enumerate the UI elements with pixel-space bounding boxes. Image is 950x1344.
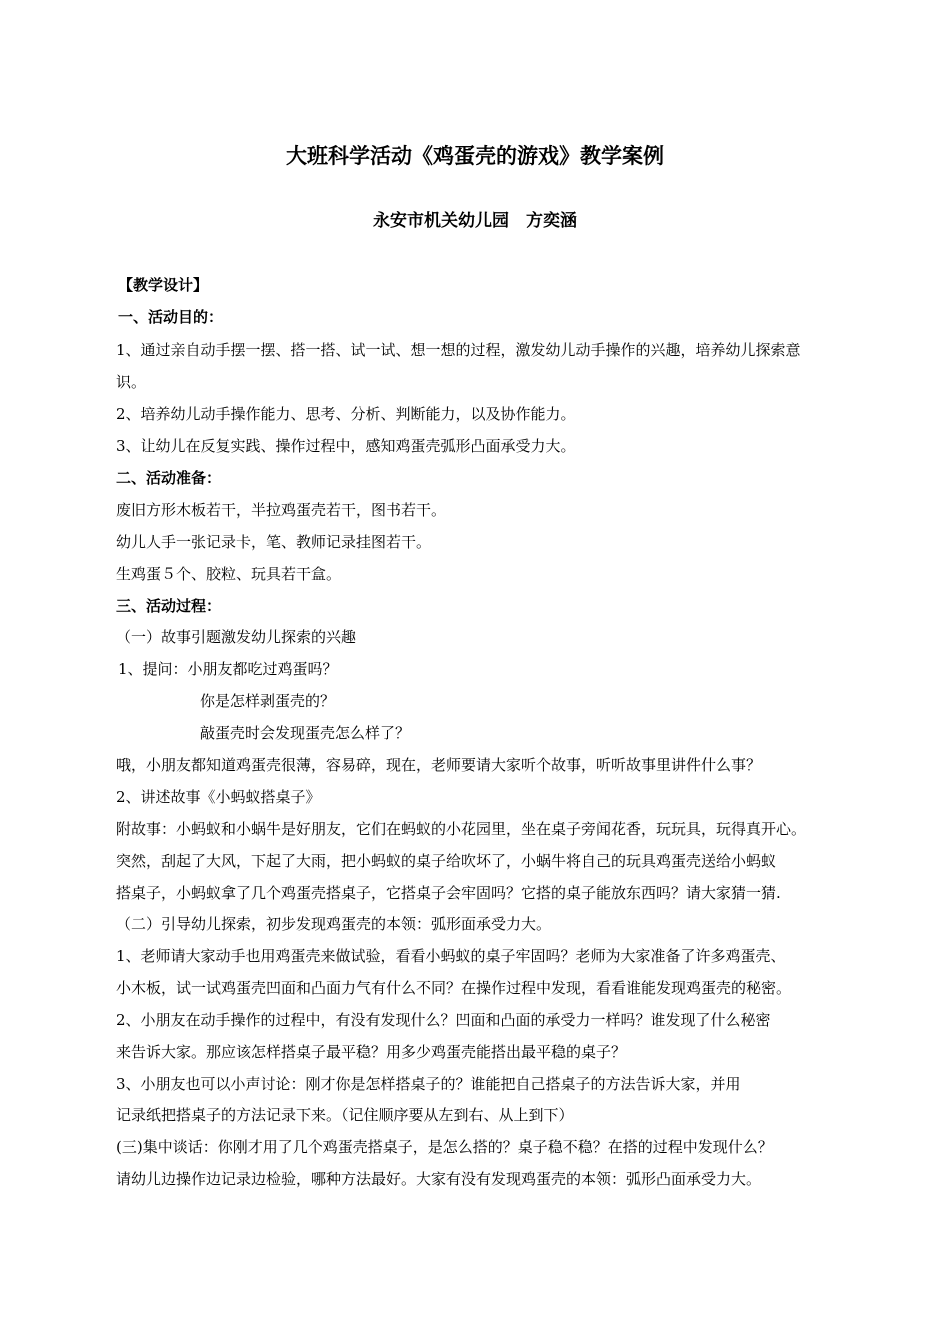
paragraph-line: 3、让幼儿在反复实践、操作过程中，感知鸡蛋壳弧形凸面承受力大。: [116, 437, 576, 455]
paragraph-line: 来告诉大家。那应该怎样搭桌子最平稳？用多少鸡蛋壳能搭出最平稳的桌子？: [116, 1043, 627, 1061]
document-title: 大班科学活动《鸡蛋壳的游戏》教学案例: [286, 143, 664, 168]
paragraph-line: 搭桌子，小蚂蚁拿了几个鸡蛋壳搭桌子，它搭桌子会牢固吗？它搭的桌子能放东西吗？请大家猜一猜.: [116, 884, 781, 902]
paragraph-line: 幼儿人手一张记录卡，笔、教师记录挂图若干。: [116, 533, 432, 551]
paragraph-line: 哦，小朋友都知道鸡蛋壳很薄，容易碎，现在，老师要请大家听个故事，听听故事里讲件什么事？: [116, 756, 762, 774]
paragraph-line: 2、讲述故事《小蚂蚁搭桌子》: [116, 788, 321, 806]
paragraph-line: 2、小朋友在动手操作的过程中，有没有发现什么？凹面和凸面的承受力一样吗？谁发现了什么秘密: [116, 1011, 771, 1029]
paragraph-line: （二）引导幼儿探索，初步发现鸡蛋壳的本领：弧形面承受力大。: [116, 915, 552, 933]
paragraph-line: 1、老师请大家动手也用鸡蛋壳来做试验，看看小蚂蚁的桌子牢固吗？老师为大家准备了许多鸡蛋壳、: [116, 947, 786, 965]
paragraph-line: 3、小朋友也可以小声讨论：刚才你是怎样搭桌子的？谁能把自己搭桌子的方法告诉大家，并用: [116, 1075, 741, 1093]
paragraph-line: 你是怎样剥蛋壳的？: [200, 692, 336, 710]
document-author: 永安市机关幼儿园 方奕涵: [373, 211, 577, 231]
paragraph-line: 识。: [116, 373, 147, 391]
paragraph-line: 突然，刮起了大风，下起了大雨，把小蚂蚁的桌子给吹坏了，小蜗牛将自己的玩具鸡蛋壳送给小蚂蚁: [116, 852, 777, 870]
paragraph-line: 生鸡蛋５个、胶粒、玩具若干盒。: [116, 565, 342, 583]
paragraph-line: 记录纸把搭桌子的方法记录下来。（记住顺序要从左到右、从上到下）: [116, 1106, 574, 1124]
section-heading-preparation: 二、活动准备：: [116, 469, 222, 487]
section-heading-teaching-design: 【教学设计】: [118, 276, 209, 294]
paragraph-line: 敲蛋壳时会发现蛋壳怎么样了？: [200, 724, 411, 742]
paragraph-line: 2、培养幼儿动手操作能力、思考、分析、判断能力，以及协作能力。: [116, 405, 576, 423]
paragraph-line: 1、提问：小朋友都吃过鸡蛋吗？: [118, 660, 338, 678]
paragraph-line: 请幼儿边操作边记录边检验，哪种方法最好。大家有没有发现鸡蛋壳的本领：弧形凸面承受力大。: [116, 1170, 762, 1188]
paragraph-line: 废旧方形木板若干，半拉鸡蛋壳若干，图书若干。: [116, 501, 447, 519]
section-heading-goals: 一、活动目的：: [118, 308, 224, 326]
paragraph-line: 1、通过亲自动手摆一摆、搭一搭、试一试、想一想的过程，激发幼儿动手操作的兴趣，培养幼儿探索意: [116, 341, 801, 359]
section-heading-process: 三、活动过程：: [116, 597, 222, 615]
paragraph-line: 附故事：小蚂蚁和小蜗牛是好朋友，它们在蚂蚁的小花园里，坐在桌子旁闻花香，玩玩具，玩得真开心。: [116, 820, 807, 838]
paragraph-line: (三)集中谈话：你刚才用了几个鸡蛋壳搭桌子，是怎么搭的？桌子稳不稳？在搭的过程中发现什么？: [116, 1138, 773, 1156]
paragraph-line: （一）故事引题激发幼儿探索的兴趣: [116, 628, 357, 646]
paragraph-line: 小木板，试一试鸡蛋壳凹面和凸面力气有什么不同？在操作过程中发现，看看谁能发现鸡蛋壳的秘密。: [116, 979, 792, 997]
